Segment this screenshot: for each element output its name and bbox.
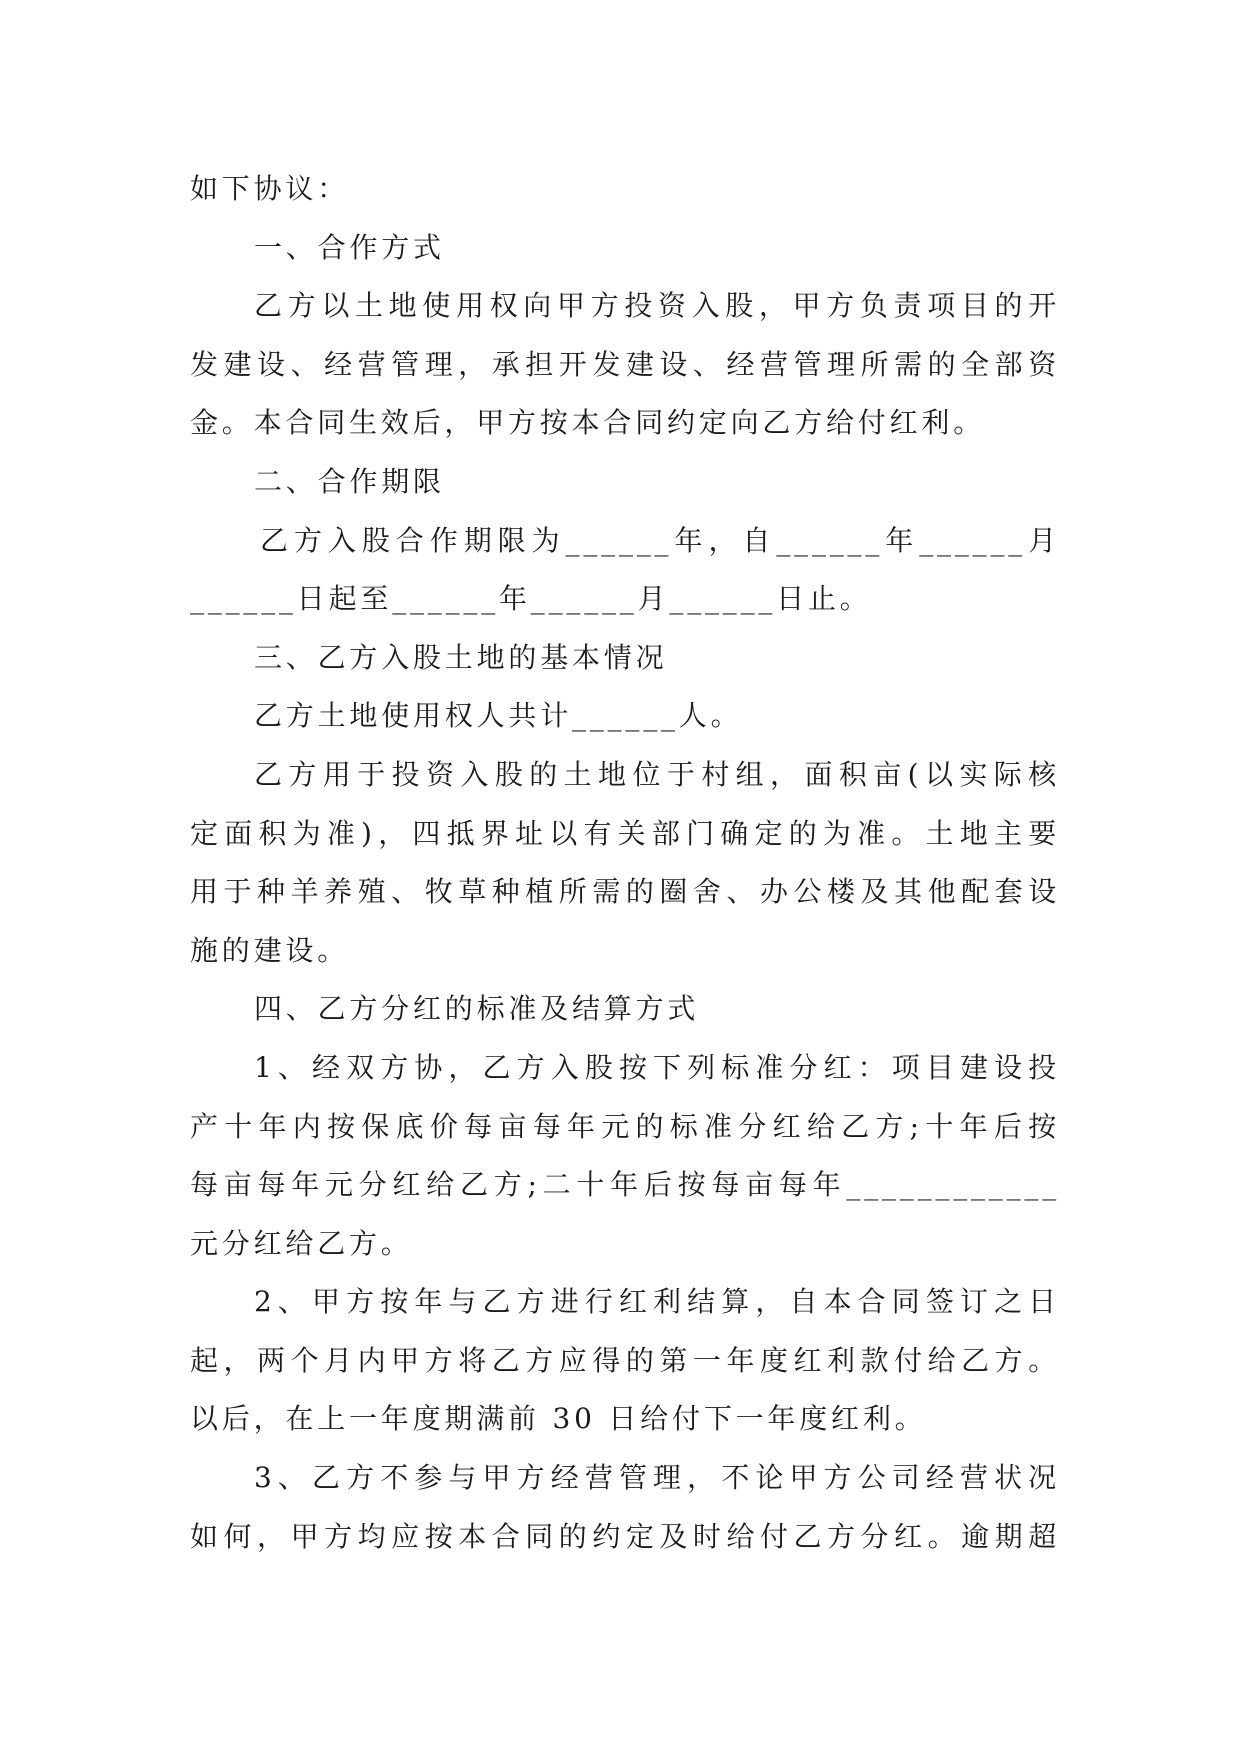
text-line: 乙方用于投资入股的土地位于村组，面积亩(以实际核 (254, 757, 1060, 791)
text-line: 1、经双方协，乙方入股按下列标准分红：项目建设投 (254, 1050, 1060, 1084)
text-line: ______日起至______年______月______日止。 (190, 582, 872, 616)
text-line: 起，两个月内甲方将乙方应得的第一年度红利款付给乙方。 (190, 1343, 1060, 1377)
text-line: 发建设、经营管理，承担开发建设、经营管理所需的全部资 (190, 347, 1060, 381)
text-line: 定面积为准)，四抵界址以有关部门确定的为准。土地主要 (190, 816, 1060, 850)
text-line: 乙方土地使用权人共计______人。 (254, 699, 743, 733)
document-page (190, 160, 1060, 1566)
text-line: 如何，甲方均应按本合同的约定及时给付乙方分红。逾期超 (190, 1519, 1060, 1553)
text-line: 以后，在上一年度期满前 30 日给付下一年度红利。 (190, 1402, 927, 1436)
section-heading: 一、合作方式 (254, 230, 445, 264)
text-line: 用于种羊养殖、牧草种植所需的圈舍、办公楼及其他配套设 (190, 875, 1060, 909)
text-line: 3、乙方不参与甲方经营管理，不论甲方公司经营状况 (254, 1461, 1060, 1495)
text-line: 如下协议： (190, 172, 350, 205)
section-heading: 四、乙方分红的标准及结算方式 (254, 992, 700, 1026)
text-line: 每亩每年元分红给乙方;二十年后按每亩每年____________ (190, 1168, 1060, 1202)
section-heading: 二、合作期限 (254, 464, 445, 498)
text-line: 金。本合同生效后，甲方按本合同约定向乙方给付红利。 (190, 406, 986, 440)
text-line: 乙方以土地使用权向甲方投资入股，甲方负责项目的开 (254, 289, 1060, 323)
text-line: 元分红给乙方。 (190, 1226, 413, 1260)
text-line: 产十年内按保底价每亩每年元的标准分红给乙方;十年后按 (190, 1109, 1060, 1143)
text-line: 2、甲方按年与乙方进行红利结算，自本合同签订之日 (254, 1285, 1060, 1319)
text-line: 施的建设。 (190, 933, 350, 967)
section-heading: 三、乙方入股土地的基本情况 (254, 640, 668, 674)
text-line: 乙方入股合作期限为______年，自______年______月 (260, 523, 1060, 557)
